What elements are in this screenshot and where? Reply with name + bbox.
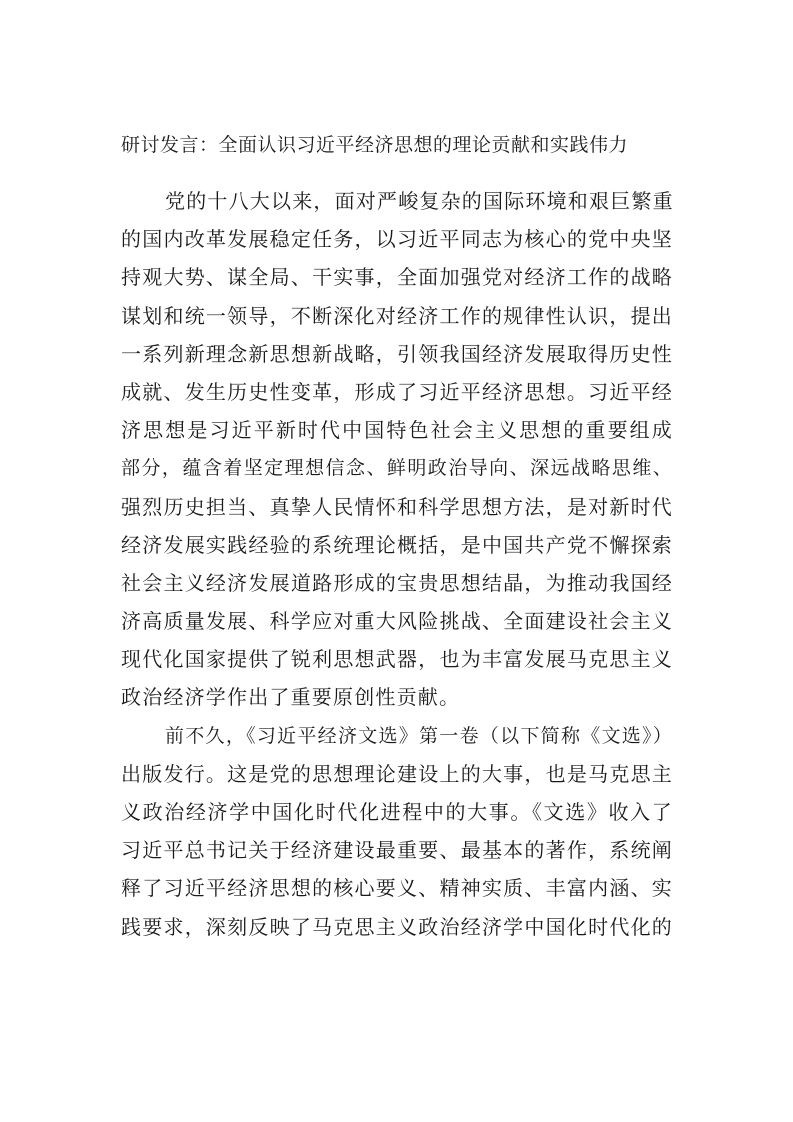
- document-page: [121, 126, 673, 946]
- text-line: 济思想是习近平新时代中国特色社会主义思想的重要组成: [121, 418, 673, 443]
- text-line: 现代化国家提供了锐利思想武器，也为丰富发展马克思主义: [121, 647, 673, 672]
- text-line: 义政治经济学中国化时代化进程中的大事。《文选》收入了: [121, 800, 673, 824]
- text-line: 部分，蕴含着坚定理想信念、鲜明政治导向、深远战略思维、: [121, 457, 673, 480]
- text-line: 持观大势、谋全局、干实事，全面加强党对经济工作的战略: [121, 265, 673, 290]
- text-line: 谋划和统一领导，不断深化对经济工作的规律性认识，提出: [121, 303, 673, 328]
- text-line: 释了习近平经济思想的核心要义、精神实质、丰富内涵、实: [121, 876, 673, 901]
- text-line: 济高质量发展、科学应对重大风险挑战、全面建设社会主义: [121, 609, 673, 634]
- text-line: 社会主义经济发展道路形成的宝贵思想结晶，为推动我国经: [121, 570, 673, 595]
- text-line: 前不久，《习近平经济文选》第一卷（以下简称《文选》）: [165, 724, 673, 747]
- text-line: 一系列新理念新思想新战略，引领我国经济发展取得历史性: [121, 341, 673, 366]
- text-line: 的国内改革发展稳定任务，以习近平同志为核心的党中央坚: [121, 227, 673, 252]
- text-line: 践要求，深刻反映了马克思主义政治经济学中国化时代化的: [121, 914, 673, 939]
- text-line: 习近平总书记关于经济建设最重要、最基本的著作，系统阐: [121, 838, 673, 863]
- text-line: 党的十八大以来，面对严峻复杂的国际环境和艰巨繁重: [165, 189, 674, 213]
- paragraph-2: [121, 717, 673, 946]
- paragraph-1: [121, 182, 673, 717]
- text-line: 成就、发生历史性变革，形成了习近平经济思想。习近平经: [121, 379, 673, 404]
- document-title: 研讨发言：全面认识习近平经济思想的理论贡献和实践伟力: [121, 134, 629, 156]
- text-line: 经济发展实践经验的系统理论概括，是中国共产党不懈探索: [121, 532, 673, 557]
- text-line: 政治经济学作出了重要原创性贡献。: [121, 685, 461, 710]
- text-line: 出版发行。这是党的思想理论建设上的大事，也是马克思主: [121, 761, 673, 786]
- text-line: 强烈历史担当、真挚人民情怀和科学思想方法，是对新时代: [121, 494, 673, 519]
